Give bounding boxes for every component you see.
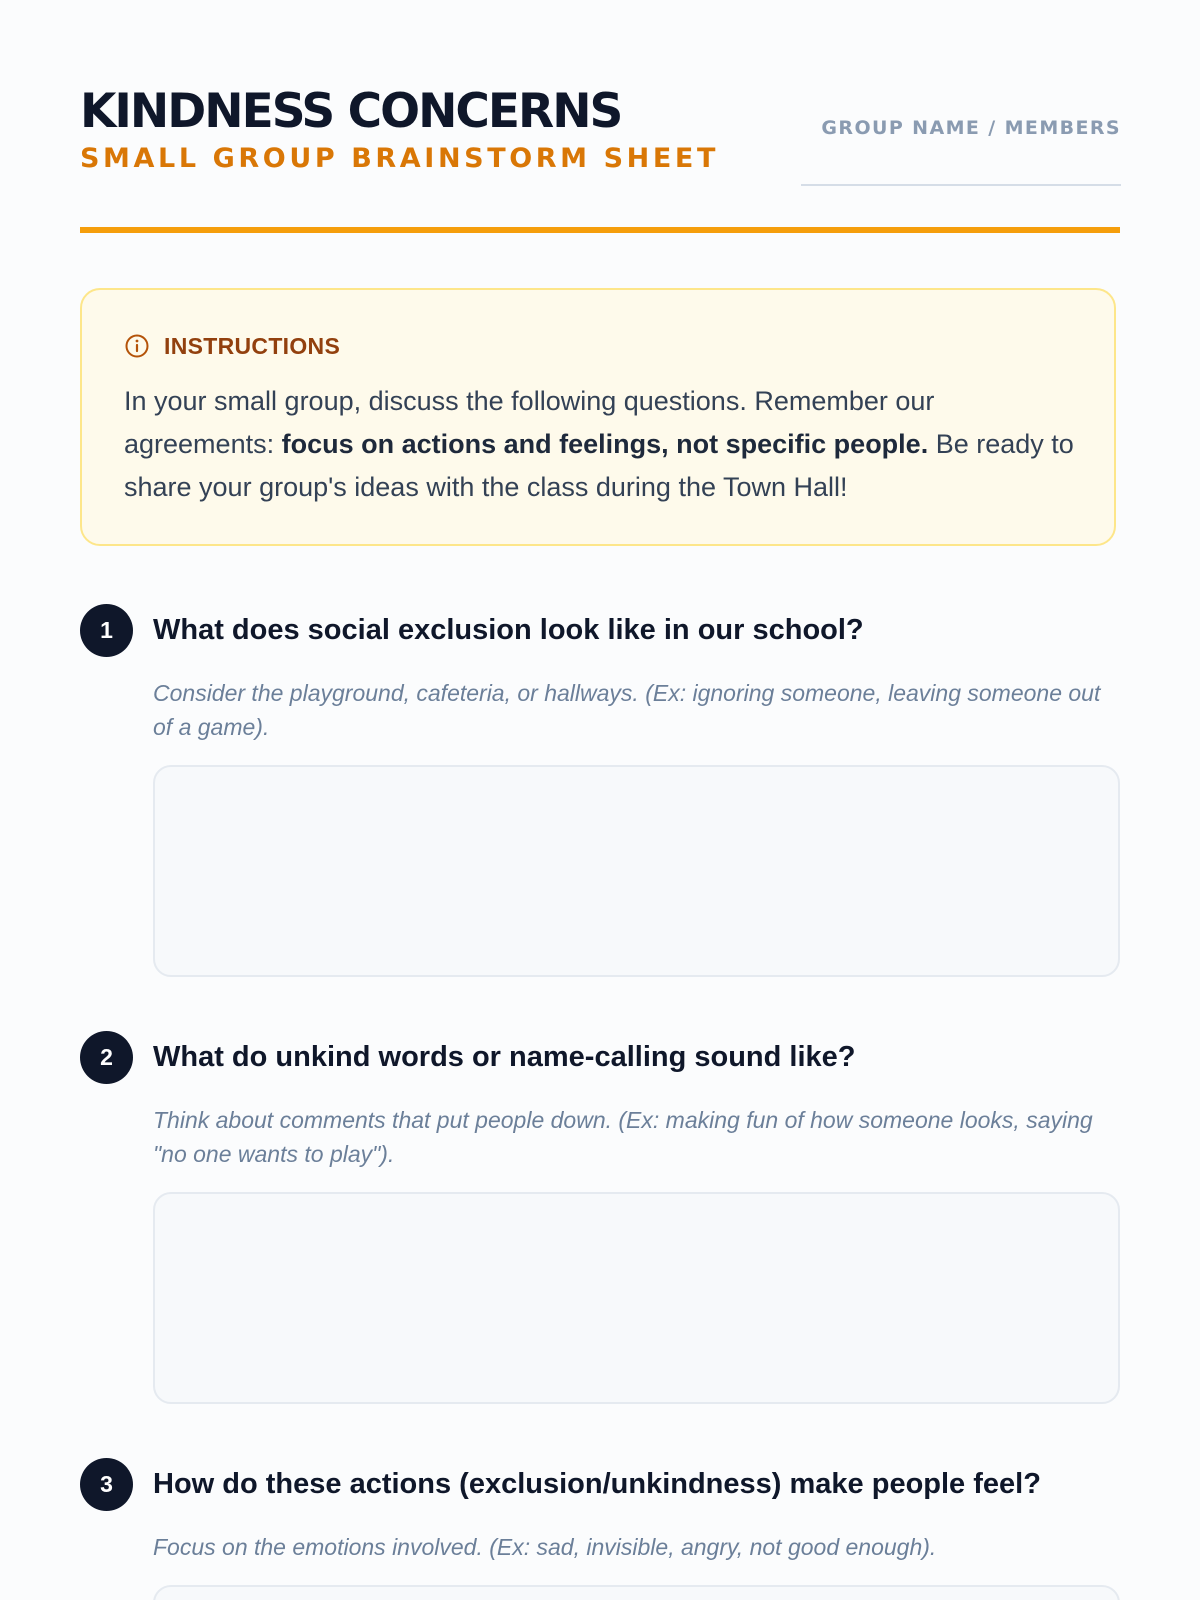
page-subtitle: SMALL GROUP BRAINSTORM SHEET	[80, 143, 719, 174]
question-title: How do these actions (exclusion/unkindness) make people feel?	[153, 1468, 1041, 1500]
header-divider	[80, 227, 1120, 233]
answer-box[interactable]	[153, 765, 1120, 977]
instructions-text-start: In your small group, discuss the following questions. Remember our agreements:	[124, 386, 935, 459]
instructions-text-emphasis: focus on actions and feelings, not specific people.	[281, 429, 929, 459]
instructions-header	[124, 332, 340, 360]
instructions-title: INSTRUCTIONS	[164, 333, 341, 359]
question-hint: Focus on the emotions involved. (Ex: sad, invisible, angry, not good enough).	[153, 1534, 937, 1560]
question-number-badge: 2	[80, 1031, 133, 1084]
group-name-field[interactable]	[801, 184, 1121, 186]
instructions-text	[124, 380, 1084, 509]
question-hint: Think about comments that put people down. (Ex: making fun of how someone looks, saying "no one wants to play").	[153, 1107, 1093, 1167]
question-title: What do unkind words or name-calling sound like?	[153, 1041, 856, 1073]
question-number-badge: 3	[80, 1458, 133, 1511]
answer-box[interactable]	[153, 1192, 1120, 1404]
question-2	[80, 1031, 1120, 1407]
question-number-badge: 1	[80, 604, 133, 657]
info-circle-icon	[124, 333, 150, 359]
question-hint: Consider the playground, cafeteria, or hallways. (Ex: ignoring someone, leaving someone out of a game).	[153, 680, 1101, 740]
group-name-section	[801, 110, 1121, 186]
question-title: What does social exclusion look like in our school?	[153, 614, 864, 646]
group-name-label: GROUP NAME / MEMBERS	[821, 117, 1121, 139]
question-3	[80, 1458, 1120, 1600]
answer-box[interactable]	[153, 1585, 1120, 1600]
question-1	[80, 604, 1120, 980]
worksheet-header	[80, 80, 1120, 230]
page-title: KINDNESS CONCERNS	[80, 84, 622, 139]
instructions-text-end: Be ready to share your group's ideas with the class during the Town Hall!	[124, 429, 1074, 502]
instructions-box	[80, 288, 1116, 546]
